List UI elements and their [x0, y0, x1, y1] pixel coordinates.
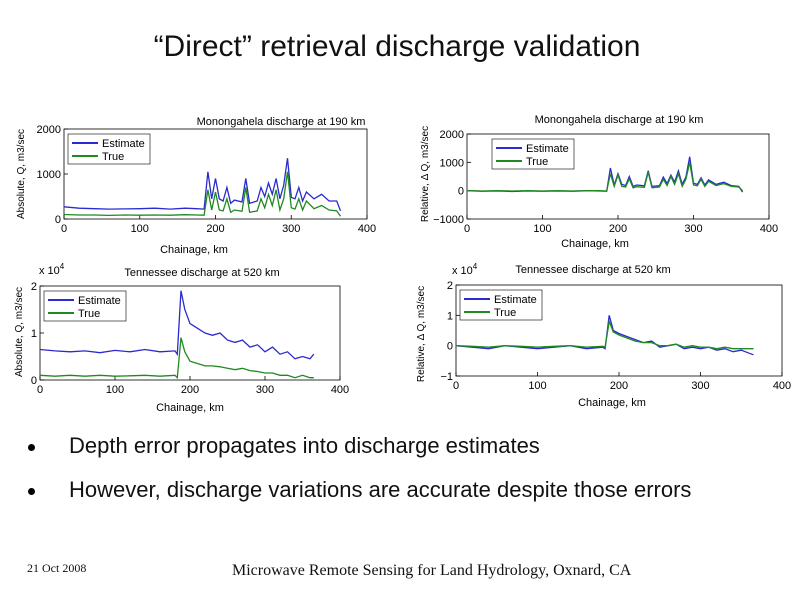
chart-monongahela-relative — [412, 112, 792, 262]
x-tick-label: 300 — [282, 223, 301, 235]
y-tick-label: 0 — [30, 375, 37, 387]
x-axis-label: Chainage, km — [578, 397, 646, 409]
x-tick-label: 100 — [130, 223, 149, 235]
y-axis-label: Absolute, Q, m3/sec — [16, 128, 27, 220]
x-tick-label: 400 — [357, 223, 377, 235]
x-axis-label: Chainage, km — [160, 244, 228, 256]
legend-label: Estimate — [78, 295, 121, 307]
x-tick-label: 200 — [609, 380, 629, 392]
bullet-item — [28, 432, 768, 460]
legend-label: True — [102, 151, 125, 163]
y-tick-label: 2 — [30, 281, 37, 293]
chart-title: Tennessee discharge at 520 km — [515, 264, 671, 276]
legend-label: Estimate — [494, 294, 537, 306]
y-multiplier-exponent: 4 — [59, 262, 65, 271]
bullet-text: Depth error propagates into discharge estimates — [69, 433, 540, 458]
x-tick-label: 400 — [759, 223, 779, 235]
x-tick-label: 0 — [36, 384, 44, 396]
legend-label: Estimate — [102, 138, 145, 150]
chart-title: Monongahela discharge at 190 km — [534, 114, 704, 126]
legend-label: Estimate — [526, 143, 569, 155]
legend-label: True — [78, 308, 101, 320]
x-tick-label: 100 — [528, 380, 547, 392]
x-tick-label: 400 — [772, 380, 792, 392]
chart-title: Monongahela discharge at 190 km — [196, 116, 366, 128]
x-axis-label: Chainage, km — [156, 402, 224, 414]
y-tick-label: −1000 — [433, 214, 464, 226]
chart-tennessee-absolute — [14, 262, 394, 417]
x-tick-label: 200 — [608, 223, 628, 235]
bullet-item — [28, 476, 768, 504]
y-tick-label: 2000 — [36, 124, 61, 136]
x-tick-label: 100 — [105, 384, 125, 396]
x-tick-label: 300 — [684, 223, 703, 235]
y-tick-label: 0 — [457, 185, 464, 198]
bullet-dot — [28, 444, 35, 451]
y-tick-label: −1 — [440, 371, 453, 383]
x-tick-label: 200 — [180, 384, 200, 396]
y-tick-label: 1000 — [36, 169, 61, 181]
slide-title: “Direct” retrieval discharge validation — [153, 30, 641, 63]
x-tick-label: 0 — [463, 223, 471, 235]
y-tick-label: 0 — [446, 340, 453, 353]
y-tick-label: 1000 — [439, 157, 464, 170]
y-tick-label: 2000 — [439, 129, 464, 141]
x-tick-label: 0 — [60, 223, 68, 235]
y-tick-label: 1 — [30, 328, 37, 340]
x-tick-label: 100 — [533, 223, 552, 235]
bullet-dot — [28, 488, 35, 495]
y-axis-label: Absolute, Q, m3/sec — [14, 286, 25, 378]
y-axis-label: Relative, Δ Q, m3/sec — [420, 125, 431, 223]
bullet-text: However, discharge variations are accurate despite those errors — [69, 477, 692, 502]
footer-venue: Microwave Remote Sensing for Land Hydrology, Oxnard, CA — [232, 562, 632, 579]
x-tick-label: 300 — [691, 380, 710, 392]
footer-date: 21 Oct 2008 — [27, 561, 87, 575]
chart-title: Tennessee discharge at 520 km — [124, 267, 280, 279]
y-multiplier-label: x $10^4$ — [39, 262, 65, 277]
x-tick-label: 0 — [452, 380, 460, 392]
x-tick-label: 400 — [330, 384, 350, 396]
legend-label: True — [494, 307, 517, 319]
x-axis-label: Chainage, km — [561, 238, 629, 250]
y-tick-label: 1 — [446, 310, 453, 323]
y-multiplier-exponent: 4 — [472, 262, 478, 271]
y-axis-label: Relative, Δ Q, m3/sec — [416, 285, 427, 383]
bullet-list — [28, 432, 768, 520]
y-multiplier-label: x $10^4$ — [452, 262, 478, 277]
x-tick-label: 200 — [206, 223, 225, 235]
chart-tennessee-relative — [412, 262, 792, 412]
legend-label: True — [526, 156, 549, 168]
x-tick-label: 300 — [255, 384, 275, 396]
chart-monongahela-absolute — [14, 112, 394, 262]
y-tick-label: 2 — [446, 280, 453, 292]
y-tick-label: 0 — [54, 214, 61, 226]
